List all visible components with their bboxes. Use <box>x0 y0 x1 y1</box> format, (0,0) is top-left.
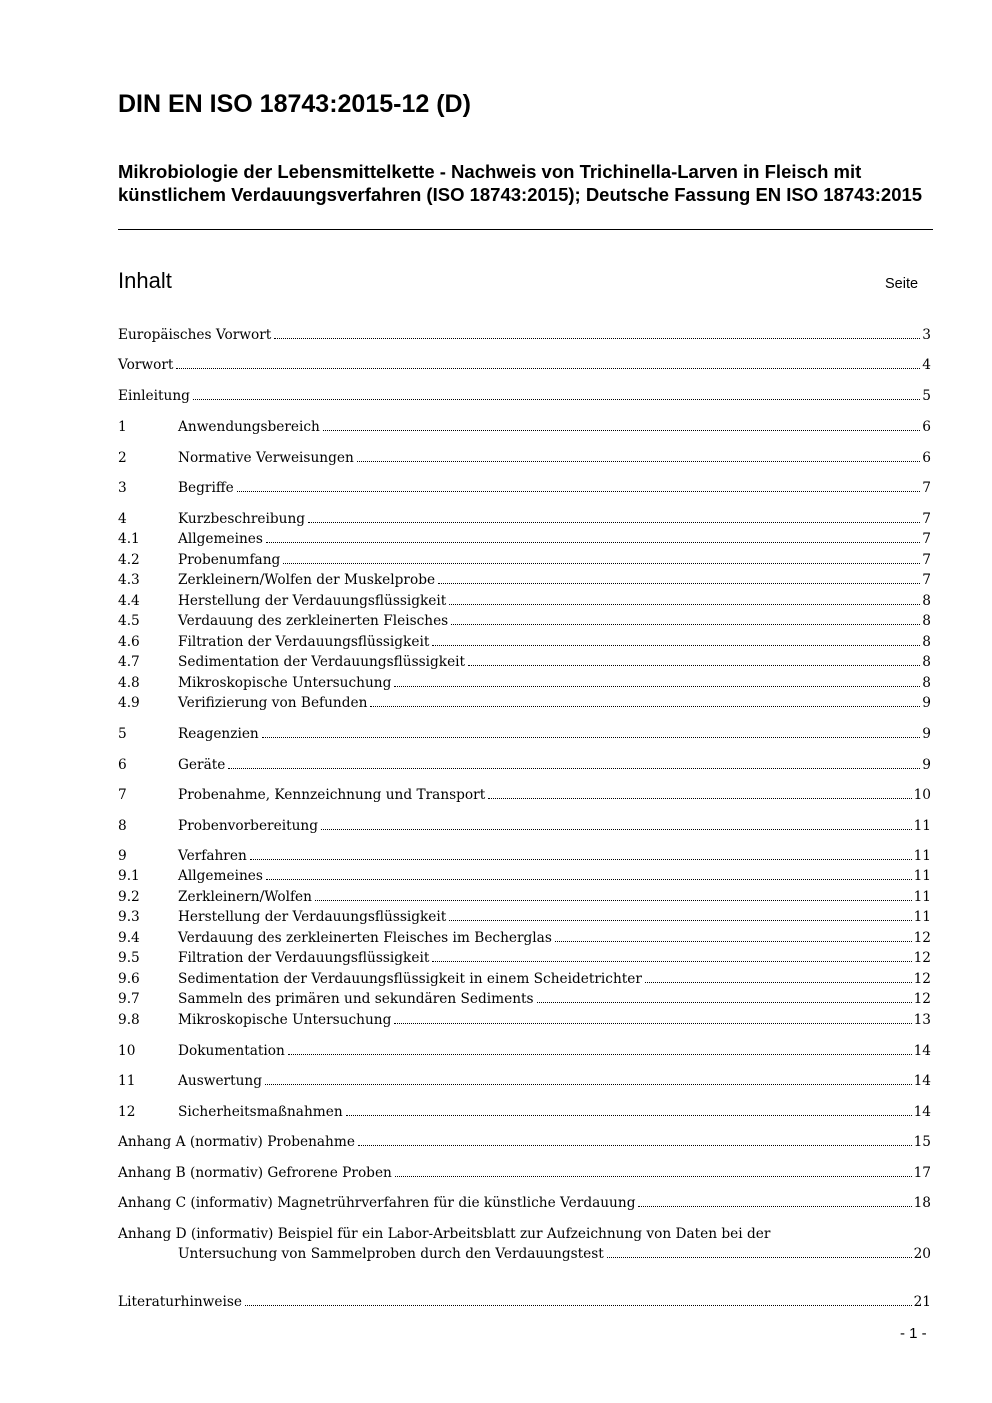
toc-entry-number: 4.6 <box>118 634 140 650</box>
toc-entry-label: Verfahren <box>178 848 247 864</box>
toc-entry-page: 11 <box>913 848 931 864</box>
toc-entry[interactable] <box>118 846 931 866</box>
toc-entry-label: Untersuchung von Sammelproben durch den Verdauungstest <box>178 1246 604 1262</box>
toc-entry[interactable] <box>118 693 931 713</box>
toc-entry-label: Vorwort <box>118 357 174 373</box>
toc-dot-leader <box>451 612 920 625</box>
toc-dot-leader <box>357 449 921 462</box>
toc-entry-label: Probenahme, Kennzeichnung und Transport <box>178 787 486 803</box>
toc-entry-label: Verdauung des zerkleinerten Fleisches im Becherglas <box>178 930 552 946</box>
toc-dot-leader <box>394 1011 911 1024</box>
toc-entry-number: 11 <box>118 1073 136 1089</box>
toc-dot-leader <box>537 990 912 1003</box>
toc-entry-label: Filtration der Verdauungsflüssigkeit <box>178 950 430 966</box>
toc-entry-page: 8 <box>922 634 931 650</box>
toc-entry-number: 4.7 <box>118 654 140 670</box>
toc-entry[interactable] <box>118 1132 931 1152</box>
toc-entry-label: Sedimentation der Verdauungsflüssigkeit <box>178 654 466 670</box>
toc-dot-leader <box>308 510 920 523</box>
toc-entry[interactable] <box>118 887 931 907</box>
toc-dot-leader <box>262 725 921 738</box>
toc-dot-leader <box>176 356 920 369</box>
toc-dot-leader <box>266 530 920 543</box>
toc-entry[interactable] <box>118 509 931 529</box>
toc-entry-page: 8 <box>922 613 931 629</box>
toc-entry[interactable] <box>118 632 931 652</box>
toc-entry-page: 3 <box>922 327 931 343</box>
toc-entry-label: Geräte <box>178 757 226 773</box>
toc-entry[interactable] <box>118 1193 931 1213</box>
toc-entry[interactable] <box>118 1163 931 1183</box>
toc-dot-leader <box>432 949 911 962</box>
toc-dot-leader <box>638 1194 911 1207</box>
toc-dot-leader <box>432 633 920 646</box>
toc-entry-label: Herstellung der Verdauungsflüssigkeit <box>178 593 447 609</box>
toc-entry-number: 4.8 <box>118 675 140 691</box>
toc-entry-page: 12 <box>913 971 931 987</box>
toc-dot-leader <box>237 479 921 492</box>
toc-entry-number: 9 <box>118 848 127 864</box>
toc-entry-page: 10 <box>913 787 931 803</box>
toc-entry[interactable] <box>118 989 931 1009</box>
toc-entry[interactable] <box>118 907 931 927</box>
toc-entry-page: 5 <box>922 388 931 404</box>
toc-entry-page: 9 <box>922 757 931 773</box>
toc-entry-label: Mikroskopische Untersuchung <box>178 1012 392 1028</box>
toc-entry-number: 4 <box>118 511 127 527</box>
toc-entry[interactable] <box>118 1102 931 1122</box>
toc-entry[interactable] <box>118 1071 931 1091</box>
toc-entry[interactable] <box>118 448 931 468</box>
toc-entry-number: 9.7 <box>118 991 140 1007</box>
toc-entry[interactable] <box>118 948 931 968</box>
toc-entry-number: 4.9 <box>118 695 140 711</box>
toc-entry-page: 8 <box>922 593 931 609</box>
toc-dot-leader <box>449 908 911 921</box>
page-column-label: Seite <box>885 276 919 292</box>
toc-entry[interactable] <box>118 724 931 744</box>
toc-entry-label: Sedimentation der Verdauungsflüssigkeit in einem Scheidetrichter <box>178 971 642 987</box>
toc-entry-number: 4.1 <box>118 531 140 547</box>
toc-entry-label: Probenumfang <box>178 552 281 568</box>
toc-dot-leader <box>449 592 920 605</box>
toc-entry-page: 8 <box>922 654 931 670</box>
toc-entry-number: 7 <box>118 787 127 803</box>
toc-dot-leader <box>321 817 912 830</box>
toc-entry[interactable] <box>118 529 931 549</box>
toc-entry-number: 5 <box>118 726 127 742</box>
toc-entry[interactable] <box>118 652 931 672</box>
toc-heading: Inhalt <box>118 268 172 293</box>
toc-dot-leader <box>250 847 912 860</box>
toc-entry[interactable] <box>118 755 931 775</box>
toc-entry-number: 4.2 <box>118 552 140 568</box>
toc-entry-label: Herstellung der Verdauungsflüssigkeit <box>178 909 447 925</box>
toc-entry-page: 11 <box>913 818 931 834</box>
toc-dot-leader <box>315 888 912 901</box>
toc-entry-label: Literaturhinweise <box>118 1294 242 1310</box>
toc-entry[interactable] <box>118 1292 931 1312</box>
toc-entry[interactable] <box>118 928 931 948</box>
toc-entry-label: Einleitung <box>118 388 190 404</box>
toc-entry[interactable] <box>118 1041 931 1061</box>
toc-entry[interactable] <box>118 325 931 345</box>
toc-entry-label: Kurzbeschreibung <box>178 511 306 527</box>
toc-entry[interactable] <box>118 1010 931 1030</box>
toc-entry-label: Zerkleinern/Wolfen der Muskelprobe <box>178 572 436 588</box>
toc-entry-page: 7 <box>922 572 931 588</box>
toc-entry-label: Reagenzien <box>178 726 259 742</box>
toc-entry-number: 9.3 <box>118 909 140 925</box>
toc-dot-leader <box>555 929 912 942</box>
toc-entry-page: 6 <box>922 419 931 435</box>
toc-entry[interactable] <box>118 673 931 693</box>
toc-entry-page: 11 <box>913 868 931 884</box>
toc-entry-number: 1 <box>118 419 127 435</box>
toc-entry-label: Dokumentation <box>178 1043 285 1059</box>
document-title: DIN EN ISO 18743:2015-12 (D) <box>118 90 471 118</box>
toc-entry-number: 12 <box>118 1104 136 1120</box>
toc-entry[interactable] <box>118 386 931 406</box>
toc-entry[interactable] <box>118 816 931 836</box>
toc-entry-number: 10 <box>118 1043 136 1059</box>
toc-dot-leader <box>438 571 920 584</box>
toc-entry-number: 4.3 <box>118 572 140 588</box>
toc-entry[interactable] <box>118 611 931 631</box>
toc-entry-label: Verdauung des zerkleinerten Fleisches <box>178 613 449 629</box>
toc-entry[interactable] <box>118 785 931 805</box>
toc-entry-number: 8 <box>118 818 127 834</box>
toc-entry[interactable] <box>118 591 931 611</box>
toc-entry-page: 21 <box>913 1294 931 1310</box>
toc-entry-page: 11 <box>913 909 931 925</box>
toc-entry-label: Sicherheitsmaßnahmen <box>178 1104 343 1120</box>
toc-entry-label: Allgemeines <box>178 868 263 884</box>
toc-entry-page: 12 <box>913 950 931 966</box>
toc-entry-label: Filtration der Verdauungsflüssigkeit <box>178 634 430 650</box>
toc-entry-number: 9.1 <box>118 868 140 884</box>
toc-dot-leader <box>394 674 920 687</box>
toc-dot-leader <box>245 1293 912 1306</box>
toc-entry-label: Allgemeines <box>178 531 263 547</box>
toc-entry-page: 9 <box>922 695 931 711</box>
toc-entry[interactable] <box>118 866 931 886</box>
toc-entry-label: Probenvorbereitung <box>178 818 318 834</box>
toc-entry-number: 3 <box>118 480 127 496</box>
toc-entry-page: 13 <box>913 1012 931 1028</box>
toc-entry-page: 7 <box>922 480 931 496</box>
toc-entry-label: Europäisches Vorwort <box>118 327 272 343</box>
toc-entry-page: 11 <box>913 889 931 905</box>
toc-entry-label: Anhang A (normativ) Probenahme <box>118 1134 355 1150</box>
toc-entry-page: 12 <box>913 930 931 946</box>
toc-entry-number: 9.8 <box>118 1012 140 1028</box>
toc-entry-label: Mikroskopische Untersuchung <box>178 675 392 691</box>
toc-entry[interactable] <box>118 417 931 437</box>
toc-entry-label: Anwendungsbereich <box>178 419 320 435</box>
toc-entry-label: Normative Verweisungen <box>178 450 354 466</box>
toc-entry-page: 9 <box>922 726 931 742</box>
toc-entry-page: 14 <box>913 1104 931 1120</box>
toc-entry-number: 6 <box>118 757 127 773</box>
toc-dot-leader <box>395 1164 912 1177</box>
toc-entry-label: Anhang C (informativ) Magnetrührverfahren für die künstliche Verdauung <box>118 1195 636 1211</box>
toc-entry[interactable] <box>118 969 931 989</box>
toc-entry-label: Auswertung <box>178 1073 262 1089</box>
toc-entry[interactable] <box>118 355 931 375</box>
toc-entry-page: 20 <box>913 1246 931 1262</box>
toc-dot-leader <box>323 418 920 431</box>
toc-dot-leader <box>266 867 912 880</box>
page-number-footer: - 1 - <box>900 1325 927 1342</box>
toc-dot-leader <box>370 694 920 707</box>
toc-entry-number: 4.4 <box>118 593 140 609</box>
toc-entry[interactable] <box>118 550 931 570</box>
toc-entry-number: 4.5 <box>118 613 140 629</box>
toc-dot-leader <box>193 387 920 400</box>
toc-dot-leader <box>358 1133 912 1146</box>
toc-dot-leader <box>274 326 920 339</box>
toc-entry-page: 6 <box>922 450 931 466</box>
toc-entry[interactable] <box>118 478 931 498</box>
toc-entry[interactable] <box>118 570 931 590</box>
toc-entry-number: 2 <box>118 450 127 466</box>
toc-entry-label: Sammeln des primären und sekundären Sediments <box>178 991 534 1007</box>
toc-dot-leader <box>288 1042 912 1055</box>
document-subtitle: Mikrobiologie der Lebensmittelkette - Nachweis von Trichinella-Larven in Fleisch mit künstlichem Verdauungsverfahren (ISO 18743:2015); Deutsche Fassung EN ISO 18743:2015 <box>118 161 923 205</box>
toc-entry-number: 9.5 <box>118 950 140 966</box>
toc-entry-page: 18 <box>913 1195 931 1211</box>
toc-entry-page: 7 <box>922 552 931 568</box>
toc-entry-number: 9.6 <box>118 971 140 987</box>
toc-entry-page: 12 <box>913 991 931 1007</box>
toc-entry-page: 4 <box>922 357 931 373</box>
toc-dot-leader <box>265 1072 912 1085</box>
toc-entry-label: Verifizierung von Befunden <box>178 695 368 711</box>
toc-entry-label: Anhang B (normativ) Gefrorene Proben <box>118 1165 392 1181</box>
toc-entry-first-line[interactable]: Anhang D (informativ) Beispiel für ein Labor-Arbeitsblatt zur Aufzeichnung von Daten bei der <box>118 1226 771 1242</box>
toc-entry-number: 9.2 <box>118 889 140 905</box>
toc-entry-page: 8 <box>922 675 931 691</box>
toc-entry-page: 7 <box>922 531 931 547</box>
toc-entry-label: Zerkleinern/Wolfen <box>178 889 312 905</box>
toc-entry[interactable] <box>118 1244 931 1264</box>
toc-dot-leader <box>283 551 920 564</box>
toc-dot-leader <box>607 1245 912 1258</box>
toc-dot-leader <box>645 970 912 983</box>
toc-dot-leader <box>228 756 920 769</box>
title-divider <box>118 229 933 230</box>
toc-entry-page: 14 <box>913 1073 931 1089</box>
toc-dot-leader <box>488 786 911 799</box>
toc-dot-leader <box>346 1103 912 1116</box>
toc-entry-number: 9.4 <box>118 930 140 946</box>
toc-dot-leader <box>468 653 920 666</box>
toc-entry-page: 15 <box>913 1134 931 1150</box>
toc-entry-page: 17 <box>913 1165 931 1181</box>
toc-entry-label: Begriffe <box>178 480 234 496</box>
toc-entry-page: 7 <box>922 511 931 527</box>
toc-entry-page: 14 <box>913 1043 931 1059</box>
